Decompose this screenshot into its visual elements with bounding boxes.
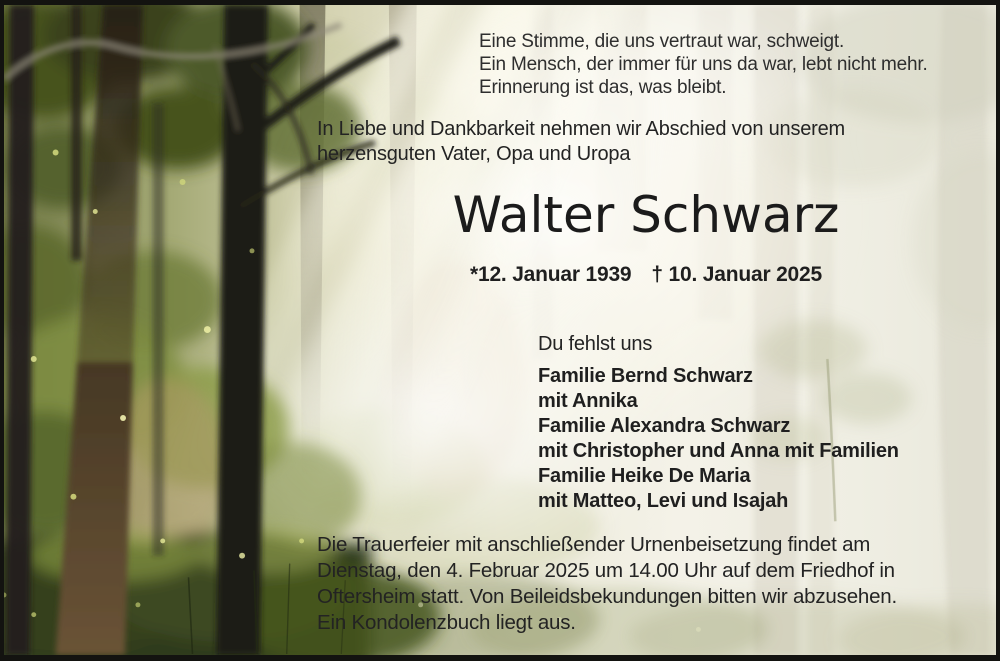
mourner-line: mit Matteo, Levi und Isajah: [538, 490, 789, 512]
epigraph-line: Erinnerung ist das, was bleibt.: [479, 77, 727, 98]
epigraph-line: Ein Mensch, der immer für uns da war, lebt nicht mehr.: [479, 54, 928, 75]
epigraph-quote: [479, 30, 928, 99]
missing-line: Du fehlst uns: [538, 333, 653, 355]
mourner-line: mit Christopher und Anna mit Familien: [538, 440, 899, 462]
intro-paragraph: [317, 117, 845, 167]
intro-line: In Liebe und Dankbarkeit nehmen wir Abschied von unserem: [317, 118, 846, 140]
birth-date: *12. Januar 1939: [470, 263, 632, 286]
mourner-line: Familie Alexandra Schwarz: [538, 415, 791, 437]
funeral-line: Ein Kondolenzbuch liegt aus.: [317, 611, 576, 634]
intro-line: herzensguten Vater, Opa und Uropa: [317, 143, 631, 165]
mourner-line: Familie Bernd Schwarz: [538, 365, 753, 387]
mourner-line: mit Annika: [538, 390, 638, 412]
funeral-paragraph: [317, 532, 897, 636]
funeral-line: Dienstag, den 4. Februar 2025 um 14.00 Uhr auf dem Friedhof in: [317, 559, 895, 582]
epigraph-line: Eine Stimme, die uns vertraut war, schweigt.: [479, 31, 845, 52]
death-date: † 10. Januar 2025: [651, 263, 822, 286]
mourner-line: Familie Heike De Maria: [538, 465, 751, 487]
deceased-name: Walter Schwarz: [452, 186, 840, 244]
life-dates: [320, 263, 972, 287]
mourners-list: [538, 364, 899, 514]
funeral-line: Die Trauerfeier mit anschließender Urnenbeisetzung findet am: [317, 533, 871, 556]
funeral-line: Oftersheim statt. Von Beileidsbekundungen bitten wir abzusehen.: [317, 585, 897, 608]
